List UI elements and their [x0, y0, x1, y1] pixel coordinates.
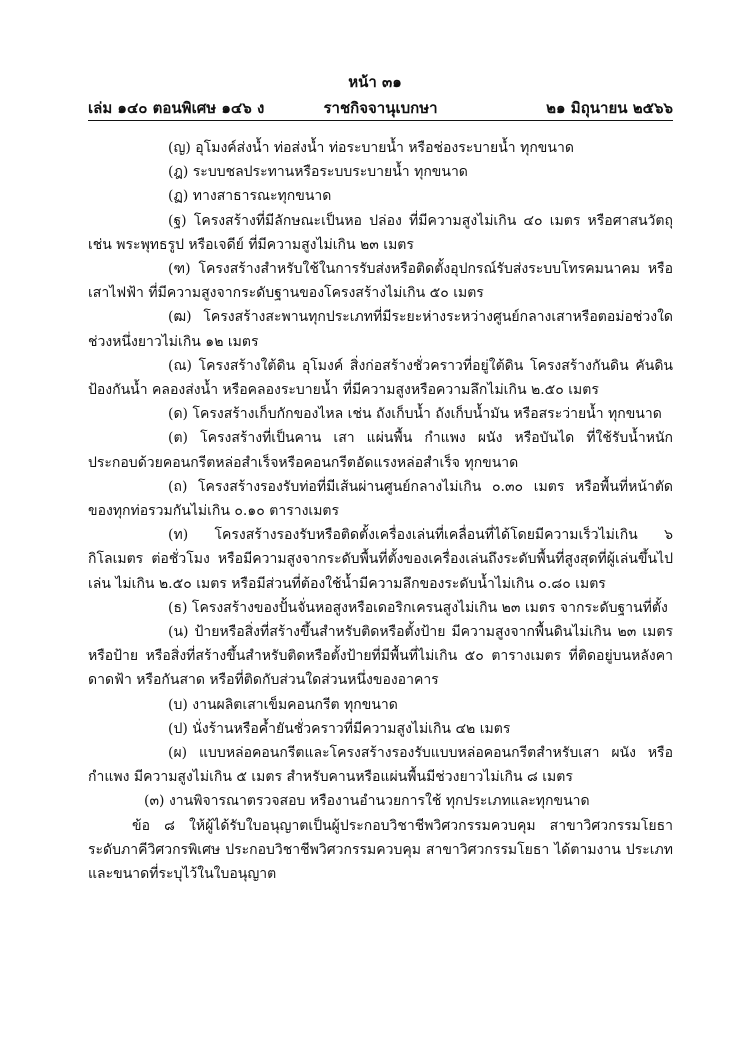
- clause-3: (๓) งานพิจารณาตรวจสอบ หรืองานอำนวยการใช้ ทุกประเภทและทุกขนาด: [144, 793, 590, 810]
- clause-to-patak: (ฏ) ทางสาธารณะทุกขนาด: [168, 188, 332, 205]
- clause-tho-phuthao: (ฒ) โครงสร้างสะพานทุกประเภทที่มีระยะห่างระหว่างศูนย์กลางเสาหรือตอม่อช่วงใด ช่วงหนึ่งยาวไม่เกิน ๑๒ เมตร: [88, 309, 673, 350]
- clause-po-pla: (ป) นั่งร้านหรือค้ำยันชั่วคราวที่มีความสูงไม่เกิน ๔๒ เมตร: [168, 720, 511, 737]
- clause-yo: (ญ) อุโมงค์ส่งน้ำ ท่อส่งน้ำ ท่อระบายน้ำ หรือช่องระบายน้ำ ทุกขนาด: [168, 140, 574, 156]
- clause-do-chada: (ฎ) ระบบชลประทานหรือระบบระบายน้ำ ทุกขนาด: [168, 164, 468, 181]
- document-body: [88, 136, 673, 886]
- clause-tho-thong: (ธ) โครงสร้างของปั้นจั่นหอสูงหรือเดอริกเครนสูงไม่เกิน ๒๓ เมตร จากระดับฐานที่ตั้ง: [168, 599, 668, 616]
- page-number: หน้า ๓๑: [348, 73, 402, 91]
- clause-pho-phueng: (ผ) แบบหล่อคอนกรีตและโครงสร้างรองรับแบบหล่อคอนกรีตสำหรับเสา ผนัง หรือกำแพง มีความสูงไม่เกิน ๕ เมตร สำหรับคานหรือแผ่นพื้นมีช่วงยาวไม่เกิน ๘ เมตร: [88, 745, 673, 786]
- gazette-header: [88, 96, 673, 118]
- clause-to-tao: (ต) โครงสร้างที่เป็นคาน เสา แผ่นพื้น กำแพง ผนัง หรือบันได ที่ใช้รับน้ำหนัก ประกอบด้วยคอนกรีตหล่อสำเร็จหรือคอนกรีตอัดแรงหล่อสำเร็จ ทุกขนาด: [88, 430, 673, 471]
- clause-tho-than: (ฐ) โครงสร้างที่มีลักษณะเป็นหอ ปล่อง ที่มีความสูงไม่เกิน ๔๐ เมตร หรือศาสนวัตถุ เช่น พระพุทธรูป หรือเจดีย์ ที่มีความสูงไม่เกิน ๒๓ เมตร: [88, 212, 673, 253]
- clause-no-nu: (น) ป้ายหรือสิ่งที่สร้างขึ้นสำหรับติดหรือตั้งป้าย มีความสูงจากพื้นดินไม่เกิน ๒๓ เมตร หรือป้าย หรือสิ่งที่สร้างขึ้นสำหรับติดหรือตั้งป้ายที่มีพื้นที่ไม่เกิน ๕๐ ตารางเมตร ที่ติดอยู่บนหลังคา ดาดฟ้า หรือกันสาด หรือที่ติดกับส่วนใดส่วนหนึ่งของอาคาร: [88, 624, 673, 689]
- clause-bo-baimai: (บ) งานผลิตเสาเข็มคอนกรีต ทุกขนาด: [168, 696, 398, 713]
- gazette-title: ราชกิจจานุเบกษา: [323, 99, 438, 117]
- clause-tho-thahan: (ท) โครงสร้างรองรับหรือติดตั้งเครื่องเล่นที่เคลื่อนที่ได้โดยมีความเร็วไม่เกิน ๖ กิโลเมตร ต่อชั่วโมง หรือมีความสูงจากระดับพื้นที่ตั้งของเครื่องเล่นถึงระดับพื้นที่สูงสุดที่ผู้เล่นขึ้นไปเล่น ไม่เกิน ๒.๕๐ เมตร หรือมีส่วนที่ต้องใช้น้ำมีความลึกของระดับน้ำไม่เกิน ๐.๘๐ เมตร: [88, 527, 673, 592]
- header-divider: [88, 120, 673, 121]
- clause-tho-thung: (ถ) โครงสร้างรองรับท่อที่มีเส้นผ่านศูนย์กลางไม่เกิน ๐.๓๐ เมตร หรือพื้นที่หน้าตัด ของทุกท่อรวมกันไม่เกิน ๐.๑๐ ตารางเมตร: [88, 478, 673, 520]
- article-8: ข้อ ๘ ให้ผู้ได้รับใบอนุญาตเป็นผู้ประกอบวิชาชีพวิศวกรรมควบคุม สาขาวิศวกรรมโยธา ระดับภาคีวิศวกรพิเศษ ประกอบวิชาชีพวิศวกรรมควบคุม สาขาวิศวกรรมโยธา ได้ตามงาน ประเภท และขนาดที่ระบุไว้ในใบอนุญาต: [88, 817, 673, 883]
- publication-date: ๒๑ มิถุนายน ๒๕๖๖: [546, 99, 673, 117]
- clause-do-dek: (ด) โครงสร้างเก็บกักของไหล เช่น ถังเก็บน้ำ ถังเก็บน้ำมัน หรือสระว่ายน้ำ ทุกขนาด: [168, 406, 662, 423]
- clause-tho-montho: (ฑ) โครงสร้างสำหรับใช้ในการรับส่งหรือติดตั้งอุปกรณ์รับส่งระบบโทรคมนาคม หรือเสาไฟฟ้า ที่มีความสูงจากระดับฐานของโครงสร้างไม่เกิน ๕๐ เมตร: [88, 261, 673, 302]
- clause-no-nen: (ณ) โครงสร้างใต้ดิน อุโมงค์ สิ่งก่อสร้างชั่วคราวที่อยู่ใต้ดิน โครงสร้างกันดิน คันดินป้องกันน้ำ คลองส่งน้ำ หรือคลองระบายน้ำ ที่มีความสูงหรือความลึกไม่เกิน ๒.๕๐ เมตร: [88, 357, 673, 399]
- volume-issue: เล่ม ๑๔๐ ตอนพิเศษ ๑๔๖ ง: [88, 99, 265, 117]
